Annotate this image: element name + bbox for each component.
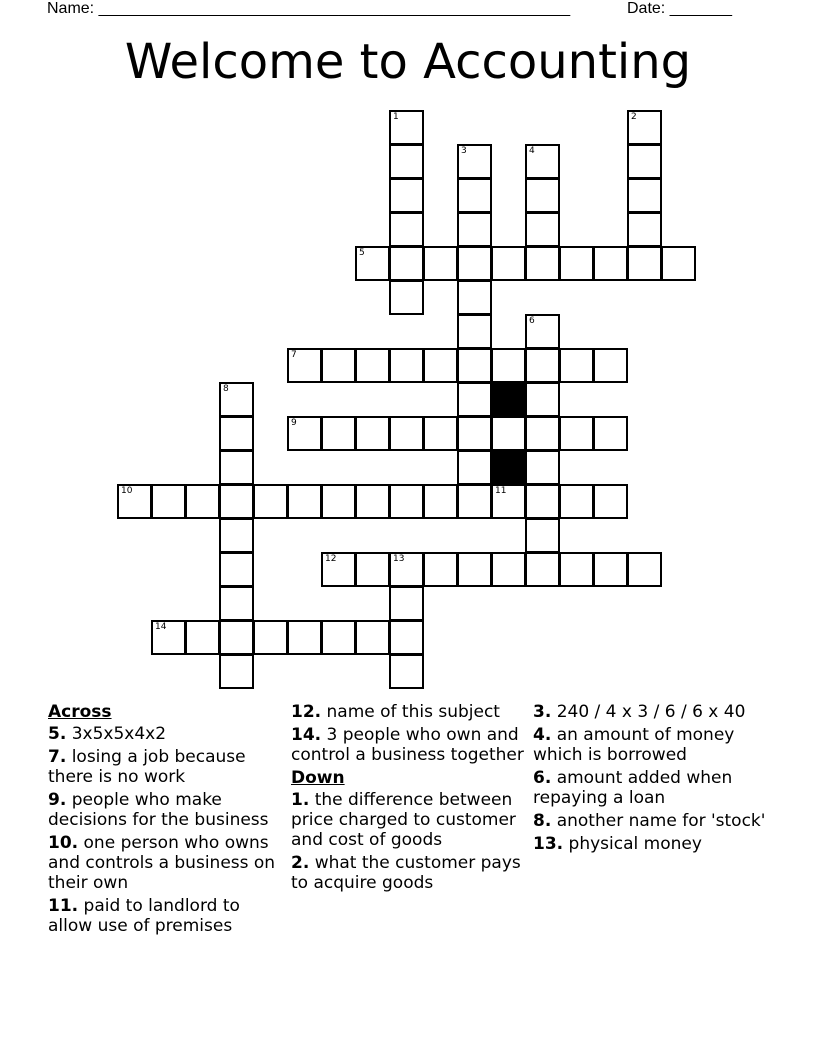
grid-cell[interactable]: [525, 552, 560, 587]
grid-cell[interactable]: [525, 348, 560, 383]
grid-cell[interactable]: [593, 552, 628, 587]
grid-cell[interactable]: [525, 246, 560, 281]
grid-cell[interactable]: [355, 484, 390, 519]
grid-cell[interactable]: [491, 246, 526, 281]
grid-cell[interactable]: [219, 450, 254, 485]
clue-number: 2: [631, 112, 637, 122]
grid-cell[interactable]: [457, 280, 492, 315]
grid-cell[interactable]: [355, 246, 390, 281]
grid-cell[interactable]: [525, 382, 560, 417]
grid-cell[interactable]: [253, 620, 288, 655]
grid-cell[interactable]: [627, 212, 662, 247]
grid-cell[interactable]: [491, 348, 526, 383]
date-field[interactable]: Date: _______: [627, 0, 732, 17]
grid-cell[interactable]: [185, 484, 220, 519]
across-clue-5: 5. 3x5x5x4x2: [48, 724, 167, 744]
clue-number: 10: [121, 486, 133, 496]
grid-cell[interactable]: [287, 484, 322, 519]
grid-cell[interactable]: [559, 246, 594, 281]
grid-cell[interactable]: [389, 280, 424, 315]
down-clue-13: 13. physical money: [533, 834, 702, 854]
grid-cell[interactable]: [389, 212, 424, 247]
grid-cell[interactable]: [117, 484, 152, 519]
grid-cell[interactable]: [457, 382, 492, 417]
clues-column-2: [291, 702, 527, 896]
down-clue-4: 4. an amount of money which is borrowed: [533, 725, 735, 765]
clue-number: 12: [325, 554, 337, 564]
clues-column-3: [533, 702, 769, 857]
clue-number: 6: [529, 316, 535, 326]
grid-cell[interactable]: [423, 348, 458, 383]
grid-cell[interactable]: [457, 212, 492, 247]
grid-cell[interactable]: [389, 348, 424, 383]
black-cell: [491, 382, 526, 417]
grid-cell[interactable]: [491, 552, 526, 587]
grid-cell[interactable]: [321, 348, 356, 383]
clue-number: 8: [223, 384, 229, 394]
grid-cell[interactable]: [457, 144, 492, 179]
grid-cell[interactable]: [151, 620, 186, 655]
grid-cell[interactable]: [219, 552, 254, 587]
grid-cell[interactable]: [389, 654, 424, 689]
clue-number: 5: [359, 248, 365, 258]
grid-cell[interactable]: [525, 484, 560, 519]
grid-cell[interactable]: [559, 348, 594, 383]
grid-cell[interactable]: [389, 110, 424, 145]
grid-cell[interactable]: [559, 552, 594, 587]
grid-cell[interactable]: [355, 620, 390, 655]
clue-number: 13: [393, 554, 405, 564]
grid-cell[interactable]: [219, 416, 254, 451]
grid-cell[interactable]: [525, 314, 560, 349]
grid-cell[interactable]: [661, 246, 696, 281]
grid-cell[interactable]: [627, 552, 662, 587]
grid-cell[interactable]: [389, 484, 424, 519]
grid-cell[interactable]: [321, 484, 356, 519]
grid-cell[interactable]: [355, 416, 390, 451]
grid-cell[interactable]: [389, 144, 424, 179]
clue-number: 3: [461, 146, 467, 156]
grid-cell[interactable]: [457, 484, 492, 519]
grid-cell[interactable]: [389, 246, 424, 281]
grid-cell[interactable]: [219, 586, 254, 621]
grid-cell[interactable]: [287, 348, 322, 383]
grid-cell[interactable]: [525, 518, 560, 553]
grid-cell[interactable]: [491, 416, 526, 451]
across-clue-9: 9. people who make decisions for the business: [48, 790, 269, 830]
grid-cell[interactable]: [355, 552, 390, 587]
grid-cell[interactable]: [593, 484, 628, 519]
down-clue-3: 3. 240 / 4 x 3 / 6 / 6 x 40: [533, 702, 746, 722]
grid-cell[interactable]: [321, 620, 356, 655]
grid-cell[interactable]: [287, 620, 322, 655]
grid-cell[interactable]: [253, 484, 288, 519]
grid-cell[interactable]: [525, 450, 560, 485]
grid-cell[interactable]: [457, 178, 492, 213]
grid-cell[interactable]: [321, 416, 356, 451]
grid-cell[interactable]: [219, 382, 254, 417]
down-clue-6: 6. amount added when repaying a loan: [533, 768, 733, 808]
grid-cell[interactable]: [457, 416, 492, 451]
grid-cell[interactable]: [627, 178, 662, 213]
across-clue-10: 10. one person who owns and controls a business on their own: [48, 833, 276, 893]
grid-cell[interactable]: [593, 416, 628, 451]
clues-column-1: [48, 702, 284, 939]
grid-cell[interactable]: [627, 144, 662, 179]
down-clue-8: 8. another name for 'stock': [533, 811, 766, 831]
grid-cell[interactable]: [491, 484, 526, 519]
grid-cell[interactable]: [389, 552, 424, 587]
down-clue-2: 2. what the customer pays to acquire goods: [291, 853, 521, 893]
grid-cell[interactable]: [219, 484, 254, 519]
grid-cell[interactable]: [219, 620, 254, 655]
across-clue-14: 14. 3 people who own and control a business together: [291, 725, 524, 765]
grid-cell[interactable]: [559, 484, 594, 519]
across-heading: Across: [48, 702, 112, 722]
grid-cell[interactable]: [389, 586, 424, 621]
grid-cell[interactable]: [423, 552, 458, 587]
name-field[interactable]: Name: _____________________________________________________: [47, 0, 571, 17]
grid-cell[interactable]: [151, 484, 186, 519]
grid-cell[interactable]: [457, 246, 492, 281]
grid-cell[interactable]: [593, 348, 628, 383]
grid-cell[interactable]: [525, 212, 560, 247]
grid-cell[interactable]: [321, 552, 356, 587]
grid-cell[interactable]: [389, 178, 424, 213]
grid-cell[interactable]: [593, 246, 628, 281]
across-clue-7: 7. losing a job because there is no work: [48, 747, 246, 787]
grid-cell[interactable]: [423, 246, 458, 281]
page-title: Welcome to Accounting: [124, 34, 692, 90]
clue-number: 11: [495, 486, 507, 496]
grid-cell[interactable]: [219, 518, 254, 553]
grid-cell[interactable]: [389, 416, 424, 451]
grid-cell[interactable]: [457, 450, 492, 485]
across-clue-11: 11. paid to landlord to allow use of premises: [48, 896, 240, 936]
grid-cell[interactable]: [457, 552, 492, 587]
grid-cell[interactable]: [525, 144, 560, 179]
clue-number: 1: [393, 112, 399, 122]
grid-cell[interactable]: [627, 110, 662, 145]
grid-cell[interactable]: [423, 484, 458, 519]
clue-number: 7: [291, 350, 297, 360]
grid-cell[interactable]: [219, 654, 254, 689]
across-clue-12: 12. name of this subject: [291, 702, 500, 722]
grid-cell[interactable]: [287, 416, 322, 451]
down-clue-1: 1. the difference between price charged to customer and cost of goods: [291, 790, 516, 850]
clue-number: 9: [291, 418, 297, 428]
grid-cell[interactable]: [423, 416, 458, 451]
grid-cell[interactable]: [185, 620, 220, 655]
grid-cell[interactable]: [525, 416, 560, 451]
grid-cell[interactable]: [355, 348, 390, 383]
clue-number: 4: [529, 146, 535, 156]
grid-cell[interactable]: [389, 620, 424, 655]
grid-cell[interactable]: [457, 348, 492, 383]
grid-cell[interactable]: [559, 416, 594, 451]
grid-cell[interactable]: [457, 314, 492, 349]
down-heading: Down: [291, 768, 345, 788]
grid-cell[interactable]: [627, 246, 662, 281]
clue-number: 14: [155, 622, 167, 632]
grid-cell[interactable]: [525, 178, 560, 213]
black-cell: [491, 450, 526, 485]
